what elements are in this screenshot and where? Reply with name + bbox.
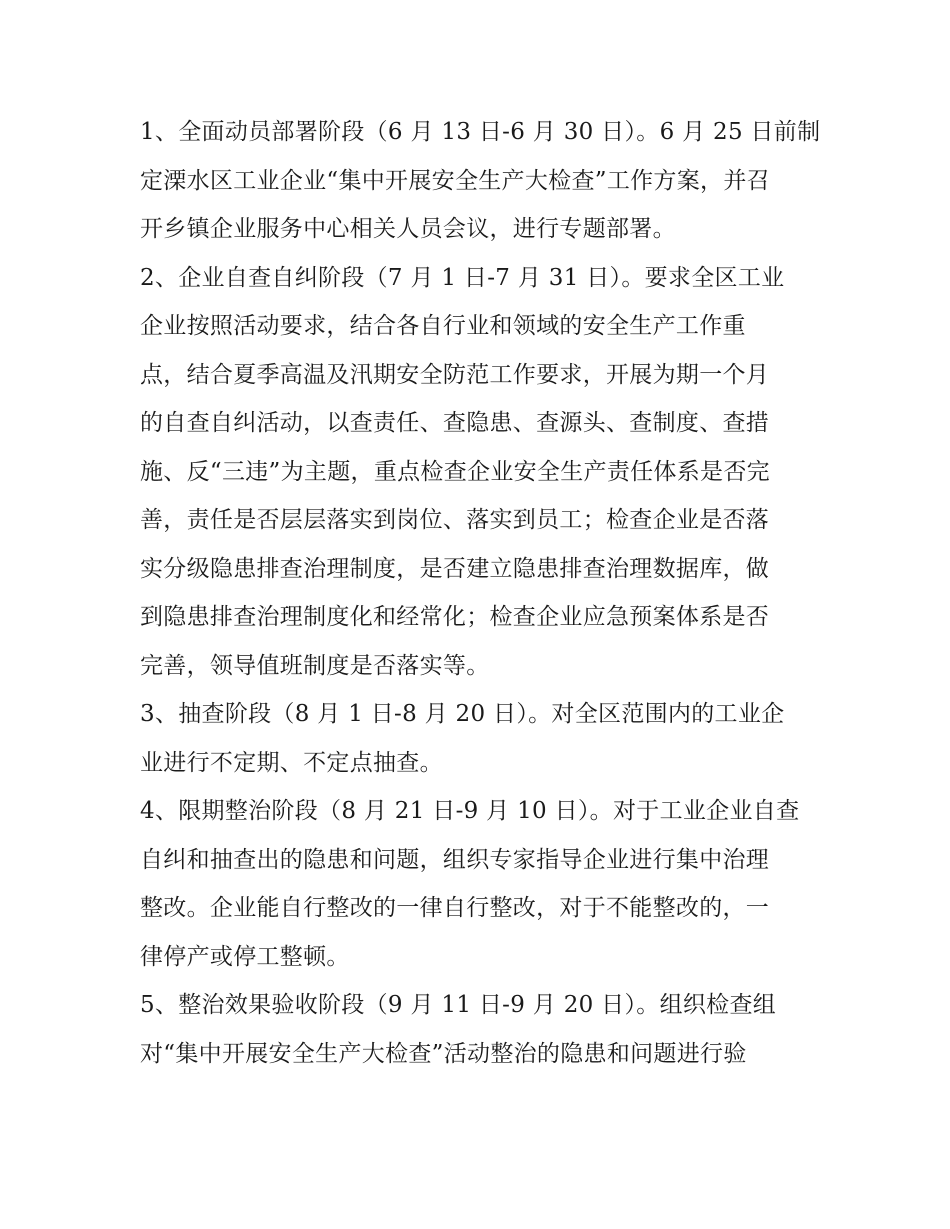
text-line: 业进行不定期、不定点抽查。 [140,749,443,776]
text-line: 对“集中开展安全生产大检查”活动整治的隐患和问题进行验 [140,1040,747,1067]
text-line: 施、反“三违”为主题，重点检查企业安全生产责任体系是否完 [140,458,770,485]
text-line: 实分级隐患排查治理制度，是否建立隐患排查治理数据库，做 [140,555,770,582]
text-line: 开乡镇企业服务中心相关人员会议，进行专题部署。 [140,216,676,242]
text-line: 5、整治效果验收阶段（9 月 11 日-9 月 20 日）。组织检查组 [140,992,777,1018]
document-body [140,108,820,1078]
text-line: 自纠和抽查出的隐患和问题，组织专家指导企业进行集中治理 [140,846,770,873]
text-line: 3、抽查阶段（8 月 1 日-8 月 20 日）。对全区范围内的工业企 [140,701,785,727]
text-line: 1、全面动员部署阶段（6 月 13 日-6 月 30 日）。6 月 25 日前制 [140,119,821,145]
text-line: 2、企业自查自纠阶段（7 月 1 日-7 月 31 日）。要求全区工业 [140,264,785,291]
text-line: 企业按照活动要求，结合各自行业和领域的安全生产工作重 [140,313,746,339]
text-line: 的自查自纠活动，以查责任、查隐患、查源头、查制度、查措 [140,410,770,436]
text-line: 4、限期整治阶段（8 月 21 日-9 月 10 日）。对于工业企业自查 [140,798,800,824]
text-line: 善，责任是否层层落实到岗位、落实到员工；检查企业是否落 [140,507,770,533]
text-line: 到隐患排查治理制度化和经常化；检查企业应急预案体系是否 [140,604,770,630]
text-line: 律停产或停工整顿。 [140,943,350,970]
text-line: 整改。企业能自行整改的一律自行整改，对于不能整改的，一 [140,895,770,921]
text-line: 完善，领导值班制度是否落实等。 [140,652,490,679]
text-line: 点，结合夏季高温及汛期安全防范工作要求，开展为期一个月 [140,361,770,388]
text-line: 定溧水区工业企业“集中开展安全生产大检查”工作方案，并召 [140,167,770,194]
